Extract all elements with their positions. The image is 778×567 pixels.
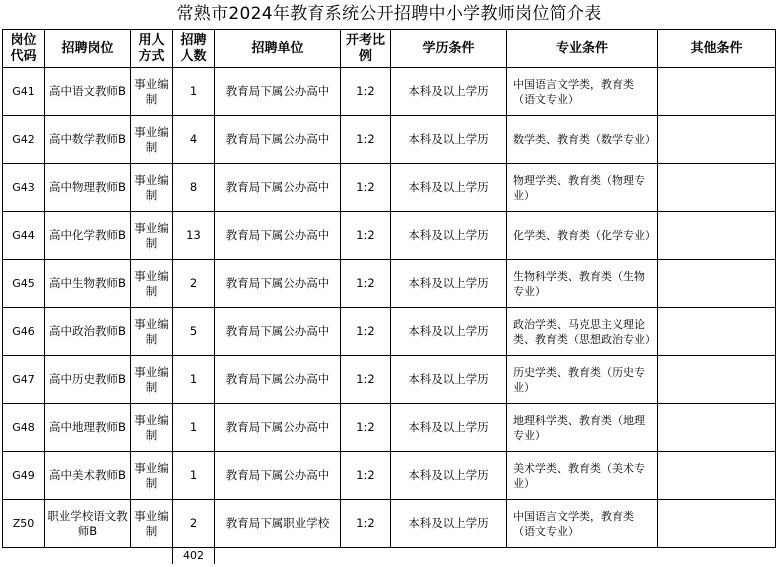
cell-ratio: 1:2 <box>341 212 391 260</box>
cell-other <box>658 116 776 164</box>
header-position: 招聘岗位 <box>45 30 131 68</box>
positions-table <box>2 29 776 564</box>
table-row <box>3 500 776 548</box>
cell-ratio: 1:2 <box>341 164 391 212</box>
header-other: 其他条件 <box>658 30 776 68</box>
cell-unit: 教育局下属公办高中 <box>215 260 341 308</box>
cell-other <box>658 308 776 356</box>
cell-major: 历史学类、教育类（历史专业） <box>507 356 658 404</box>
table-row <box>3 68 776 116</box>
cell-education: 本科及以上学历 <box>391 212 507 260</box>
table-row <box>3 260 776 308</box>
cell-other <box>658 164 776 212</box>
table-row <box>3 308 776 356</box>
header-education: 学历条件 <box>391 30 507 68</box>
header-major: 专业条件 <box>507 30 658 68</box>
header-method: 用人方式 <box>131 30 173 68</box>
cell-ratio: 1:2 <box>341 308 391 356</box>
cell-major: 化学类、教育类（化学专业） <box>507 212 658 260</box>
cell-code: G48 <box>3 404 45 452</box>
cell-position: 高中历史教师B <box>45 356 131 404</box>
cell-count: 5 <box>173 308 215 356</box>
cell-count: 2 <box>173 260 215 308</box>
cell-ratio: 1:2 <box>341 260 391 308</box>
cell-code: G41 <box>3 68 45 116</box>
cell-method: 事业编制 <box>131 500 173 548</box>
cell-method: 事业编制 <box>131 404 173 452</box>
cell-ratio: 1:2 <box>341 452 391 500</box>
cell-ratio: 1:2 <box>341 500 391 548</box>
cell-code: Z50 <box>3 500 45 548</box>
cell-code: G45 <box>3 260 45 308</box>
header-ratio: 开考比例 <box>341 30 391 68</box>
cell-method: 事业编制 <box>131 212 173 260</box>
total-row <box>3 548 776 565</box>
cell-position: 高中化学教师B <box>45 212 131 260</box>
cell-method: 事业编制 <box>131 452 173 500</box>
cell-code: G43 <box>3 164 45 212</box>
table-row <box>3 356 776 404</box>
cell-major: 物理学类、教育类（物理专业） <box>507 164 658 212</box>
header-code: 岗位代码 <box>3 30 45 68</box>
cell-ratio: 1:2 <box>341 404 391 452</box>
cell-method: 事业编制 <box>131 68 173 116</box>
cell-other <box>658 212 776 260</box>
cell-education: 本科及以上学历 <box>391 452 507 500</box>
cell-position: 高中政治教师B <box>45 308 131 356</box>
cell-count: 8 <box>173 164 215 212</box>
cell-position: 高中美术教师B <box>45 452 131 500</box>
cell-unit: 教育局下属公办高中 <box>215 404 341 452</box>
cell-unit: 教育局下属公办高中 <box>215 308 341 356</box>
page-title: 常熟市2024年教育系统公开招聘中小学教师岗位简介表 <box>176 4 602 24</box>
cell-ratio: 1:2 <box>341 68 391 116</box>
cell-code: G49 <box>3 452 45 500</box>
cell-count: 4 <box>173 116 215 164</box>
table-row <box>3 452 776 500</box>
cell-position: 高中物理教师B <box>45 164 131 212</box>
cell-major: 美术学类、教育类（美术专业） <box>507 452 658 500</box>
cell-method: 事业编制 <box>131 260 173 308</box>
cell-code: G46 <box>3 308 45 356</box>
cell-position: 高中语文教师B <box>45 68 131 116</box>
cell-major: 数学类、教育类（数学专业） <box>507 116 658 164</box>
cell-major: 政治学类、马克思主义理论类、教育类（思想政治专业） <box>507 308 658 356</box>
cell-education: 本科及以上学历 <box>391 500 507 548</box>
cell-method: 事业编制 <box>131 164 173 212</box>
total-count: 402 <box>173 548 215 565</box>
cell-major: 地理科学类、教育类（地理专业） <box>507 404 658 452</box>
cell-education: 本科及以上学历 <box>391 404 507 452</box>
table-row <box>3 164 776 212</box>
header-count: 招聘人数 <box>173 30 215 68</box>
cell-count: 1 <box>173 404 215 452</box>
cell-unit: 教育局下属公办高中 <box>215 164 341 212</box>
cell-education: 本科及以上学历 <box>391 356 507 404</box>
cell-other <box>658 500 776 548</box>
cell-education: 本科及以上学历 <box>391 308 507 356</box>
cell-unit: 教育局下属公办高中 <box>215 452 341 500</box>
cell-other <box>658 452 776 500</box>
cell-position: 高中地理教师B <box>45 404 131 452</box>
cell-unit: 教育局下属公办高中 <box>215 212 341 260</box>
cell-major: 生物科学类、教育类（生物专业） <box>507 260 658 308</box>
cell-ratio: 1:2 <box>341 356 391 404</box>
cell-count: 1 <box>173 68 215 116</box>
cell-other <box>658 356 776 404</box>
cell-education: 本科及以上学历 <box>391 164 507 212</box>
cell-position: 高中生物教师B <box>45 260 131 308</box>
cell-other <box>658 260 776 308</box>
cell-count: 1 <box>173 356 215 404</box>
cell-other <box>658 68 776 116</box>
table-row <box>3 116 776 164</box>
cell-unit: 教育局下属公办高中 <box>215 68 341 116</box>
cell-count: 2 <box>173 500 215 548</box>
cell-count: 1 <box>173 452 215 500</box>
table-row <box>3 212 776 260</box>
cell-unit: 教育局下属公办高中 <box>215 356 341 404</box>
cell-position: 职业学校语文教师B <box>45 500 131 548</box>
cell-code: G42 <box>3 116 45 164</box>
cell-unit: 教育局下属公办高中 <box>215 116 341 164</box>
cell-ratio: 1:2 <box>341 116 391 164</box>
cell-method: 事业编制 <box>131 308 173 356</box>
cell-code: G44 <box>3 212 45 260</box>
table-row <box>3 404 776 452</box>
cell-unit: 教育局下属职业学校 <box>215 500 341 548</box>
cell-code: G47 <box>3 356 45 404</box>
cell-education: 本科及以上学历 <box>391 116 507 164</box>
cell-position: 高中数学教师B <box>45 116 131 164</box>
cell-method: 事业编制 <box>131 356 173 404</box>
cell-method: 事业编制 <box>131 116 173 164</box>
cell-education: 本科及以上学历 <box>391 68 507 116</box>
cell-other <box>658 404 776 452</box>
header-unit: 招聘单位 <box>215 30 341 68</box>
cell-major: 中国语言文学类，教育类（语文专业） <box>507 500 658 548</box>
cell-count: 13 <box>173 212 215 260</box>
cell-major: 中国语言文学类，教育类（语文专业） <box>507 68 658 116</box>
header-row <box>3 30 776 68</box>
cell-education: 本科及以上学历 <box>391 260 507 308</box>
